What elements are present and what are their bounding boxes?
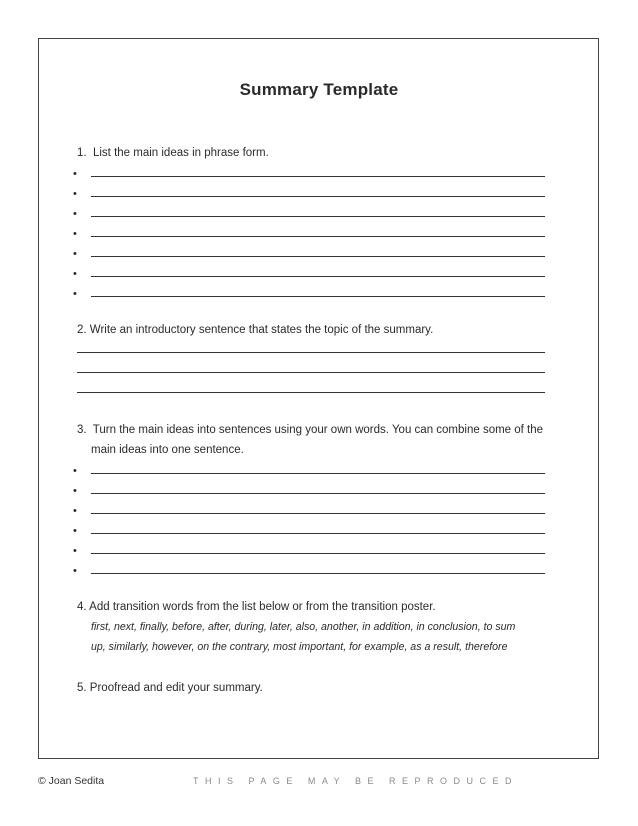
step-1-bullet: •	[73, 248, 77, 260]
step-1-blank-line[interactable]	[91, 236, 545, 237]
step-1-blank-line[interactable]	[91, 256, 545, 257]
step-1-bullet: •	[73, 208, 77, 220]
step-5-number: 5.	[77, 682, 87, 694]
step-3-heading	[77, 423, 543, 437]
step-3-text-line-2: main ideas into one sentence.	[91, 444, 244, 456]
step-1-bullet: •	[73, 168, 77, 180]
step-3-blank-line[interactable]	[91, 573, 545, 574]
transition-words-line-2: up, similarly, however, on the contrary, most important, for example, as a result, therefore	[91, 641, 508, 653]
step-3-bullet: •	[73, 505, 77, 517]
step-5-heading	[77, 681, 263, 695]
step-1-blank-line[interactable]	[91, 216, 545, 217]
step-1-number: 1.	[77, 147, 87, 159]
footer-reproduction-notice: THIS PAGE MAY BE REPRODUCED	[193, 776, 519, 786]
step-3-bullet: •	[73, 465, 77, 477]
step-1-blank-line[interactable]	[91, 176, 545, 177]
step-2-blank-line[interactable]	[77, 352, 545, 353]
step-3-bullet: •	[73, 485, 77, 497]
step-1-blank-line[interactable]	[91, 276, 545, 277]
step-3-blank-line[interactable]	[91, 473, 545, 474]
step-2-number: 2.	[77, 324, 87, 336]
page-title: Summary Template	[239, 80, 399, 99]
step-1-blank-line[interactable]	[91, 296, 545, 297]
step-4-text: Add transition words from the list below or from the transition poster.	[89, 601, 436, 613]
step-1-bullet: •	[73, 268, 77, 280]
step-3-bullet: •	[73, 545, 77, 557]
step-1-bullet: •	[73, 288, 77, 300]
step-1-bullet: •	[73, 228, 77, 240]
step-4-heading	[77, 600, 436, 614]
step-3-blank-line[interactable]	[91, 533, 545, 534]
step-3-bullet: •	[73, 525, 77, 537]
step-1-blank-line[interactable]	[91, 196, 545, 197]
transition-words-line-1: first, next, finally, before, after, during, later, also, another, in addition, in conclusion, to sum	[91, 621, 516, 633]
step-2-heading	[77, 323, 433, 337]
footer-copyright: © Joan Sedita	[38, 775, 105, 787]
step-5-text: Proofread and edit your summary.	[89, 682, 263, 694]
step-3-blank-line[interactable]	[91, 493, 545, 494]
step-3-bullet: •	[73, 565, 77, 577]
step-1-heading	[77, 146, 269, 160]
step-3-blank-line[interactable]	[91, 553, 545, 554]
step-2-blank-line[interactable]	[77, 392, 545, 393]
step-1-text: List the main ideas in phrase form.	[92, 147, 269, 159]
step-1-bullet: •	[73, 188, 77, 200]
step-3-blank-line[interactable]	[91, 513, 545, 514]
step-4-number: 4.	[77, 601, 87, 613]
step-2-blank-line[interactable]	[77, 372, 545, 373]
step-2-text: Write an introductory sentence that states the topic of the summary.	[89, 324, 434, 336]
step-3-number: 3.	[77, 424, 87, 436]
step-3-text-line-1: Turn the main ideas into sentences using your own words. You can combine some of the	[92, 424, 544, 436]
